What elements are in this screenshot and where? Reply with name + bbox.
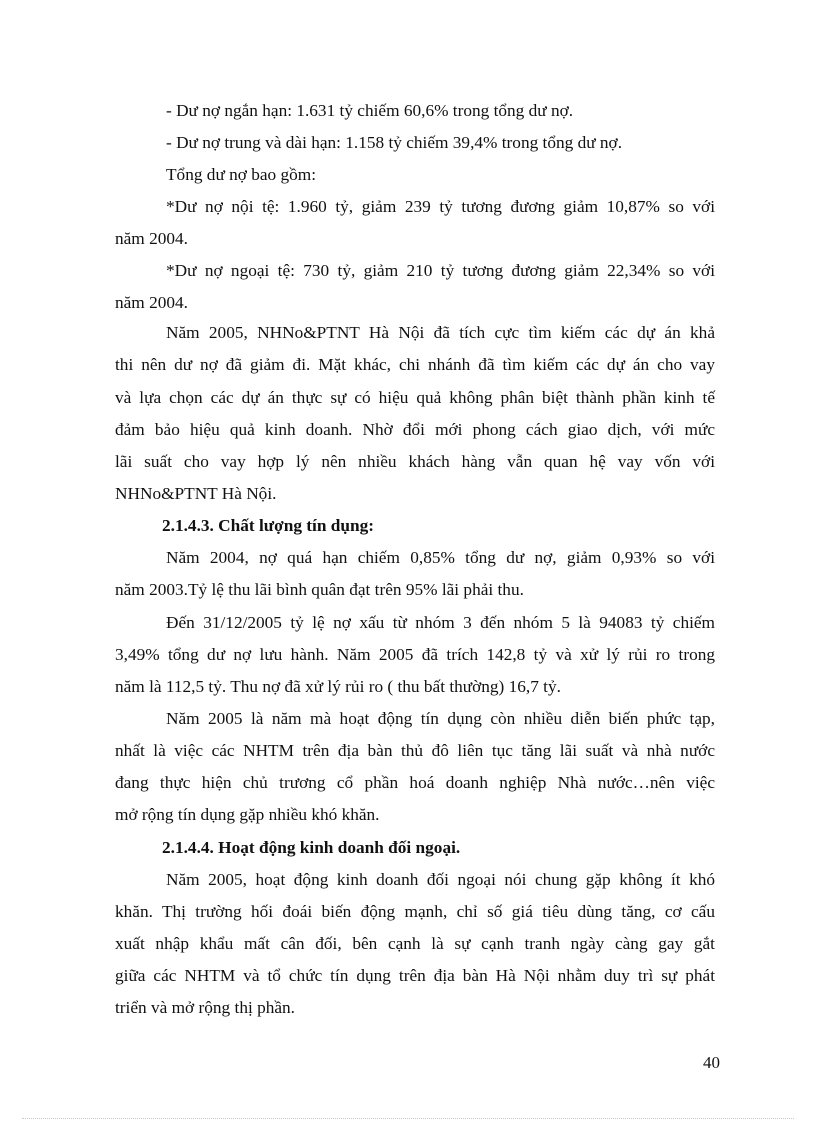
text-line: - Dư nợ ngắn hạn: 1.631 tỷ chiếm 60,6% trong tổng dư nợ. [166,101,574,120]
text-line: đảm bảo hiệu quả kinh doanh. Nhờ đổi mới phong cách giao dịch, với mức [115,420,715,439]
text-line: năm 2004. [115,293,188,312]
text-line: năm 2004. [115,229,188,248]
text-line: 3,49% tổng dư nợ lưu hành. Năm 2005 đã trích 142,8 tỷ và xử lý rủi ro trong [115,645,715,664]
text-line: xuất nhập khẩu mất cân đối, bên cạnh là sự cạnh tranh ngày càng gay gắt [115,934,715,953]
text-line: Năm 2005, hoạt động kinh doanh đối ngoại nói chung gặp không ít khó [166,870,715,889]
text-line: năm là 112,5 tỷ. Thu nợ đã xử lý rủi ro ( thu bất thường) 16,7 tỷ. [115,677,561,696]
text-line: *Dư nợ nội tệ: 1.960 tỷ, giảm 239 tỷ tương đương giảm 10,87% so với [166,197,715,216]
text-line: giữa các NHTM và tổ chức tín dụng trên địa bàn Hà Nội nhằm duy trì sự phát [115,966,715,985]
text-line: *Dư nợ ngoại tệ: 730 tỷ, giảm 210 tỷ tương đương giảm 22,34% so với [166,261,715,280]
text-line: mở rộng tín dụng gặp nhiều khó khăn. [115,805,380,824]
footer-divider [22,1118,794,1119]
text-line: năm 2003.Tỷ lệ thu lãi bình quân đạt trên 95% lãi phải thu. [115,580,524,599]
text-line: nhất là việc các NHTM trên địa bàn thủ đô liên tục tăng lãi suất và nhà nước [115,741,715,760]
text-line: thi nên dư nợ đã giảm đi. Mặt khác, chi nhánh đã tìm kiếm các dự án cho vay [115,355,715,374]
section-heading: 2.1.4.3. Chất lượng tín dụng: [162,516,374,535]
text-line: Năm 2004, nợ quá hạn chiếm 0,85% tổng dư nợ, giảm 0,93% so với [166,548,715,567]
text-line: Năm 2005, NHNo&PTNT Hà Nội đã tích cực tìm kiếm các dự án khả [166,323,715,342]
text-line: Tổng dư nợ bao gồm: [166,165,317,184]
text-line: và lựa chọn các dự án thực sự có hiệu quả không phân biệt thành phần kinh tế [115,388,715,407]
page-number: 40 [703,1053,720,1072]
text-line: triển và mở rộng thị phần. [115,998,295,1017]
text-line: - Dư nợ trung và dài hạn: 1.158 tỷ chiếm 39,4% trong tổng dư nợ. [166,133,623,152]
text-line: NHNo&PTNT Hà Nội. [115,484,277,503]
text-line: lãi suất cho vay hợp lý nên nhiều khách hàng vẫn quan hệ vay vốn với [115,452,715,471]
section-heading: 2.1.4.4. Hoạt động kinh doanh đối ngoại. [162,838,461,857]
text-line: đang thực hiện chủ trương cổ phần hoá doanh nghiệp Nhà nước…nên việc [115,773,715,792]
text-line: khăn. Thị trường hối đoái biến động mạnh, chỉ số giá tiêu dùng tăng, cơ cấu [115,902,715,921]
text-line: Đến 31/12/2005 tỷ lệ nợ xấu từ nhóm 3 đến nhóm 5 là 94083 tỷ chiếm [166,613,715,632]
text-line: Năm 2005 là năm mà hoạt động tín dụng còn nhiều diễn biến phức tạp, [166,709,715,728]
